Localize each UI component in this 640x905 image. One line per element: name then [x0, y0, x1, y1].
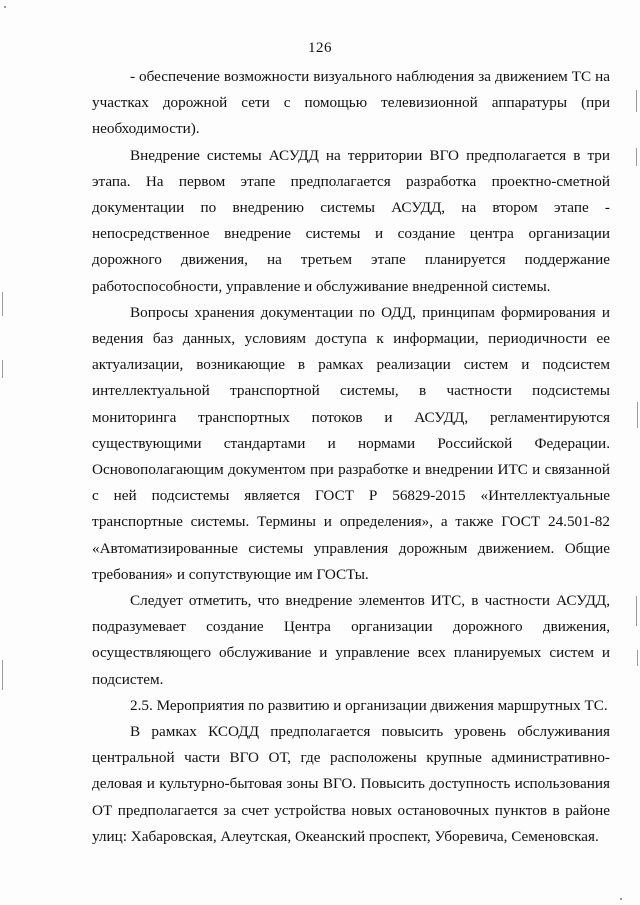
scan-edge-mark — [637, 650, 638, 666]
paragraph-public-transport: В рамках КСОДД предполагается повысить уровень обслуживания центральной части ВГО ОТ, где расположены крупные административно-деловая и культурно-бытовая зоны ВГО. Повысить доступность использования ОТ предполагается за счет устройства новых остановочных пунктов в районе улиц: Хабаровская, Алеутская, Океанский проспект, Уборевича, Семеновская. — [92, 723, 610, 845]
scan-edge-mark — [637, 402, 638, 428]
paragraph-documentation-standards: Вопросы хранения документации по ОДД, принципам формирования и ведения баз данных, условиям доступа к информации, периодичности ее актуализации, возникающие в рамках реализации систем и подсистем интеллектуальной транспортной системы, в частности подсистемы мониторинга транспортных потоков и АСУДД, регламентируются существующими стандартами и нормами Российской Федерации. Основополагающим документом при разработке и внедрении ИТС и связанной с ней подсистемы является ГОСТ Р 56829-2015 «Интеллектуальные транспортные системы. Термины и определения», а также ГОСТ 24.501-82 «Автоматизированные системы управления дорожным движением. Общие требования» и сопутствующие им ГОСТы. — [92, 303, 610, 583]
scan-edge-mark — [636, 596, 637, 626]
page-number: 126 — [308, 40, 332, 56]
section-heading: 2.5. Мероприятия по развитию и организации движения маршрутных ТС. — [130, 696, 608, 714]
document-body — [92, 64, 610, 850]
scan-speck — [620, 898, 622, 900]
scan-edge-mark — [2, 360, 3, 378]
scan-edge-mark — [2, 660, 3, 690]
scan-edge-mark — [2, 292, 3, 316]
scan-speck — [4, 6, 6, 8]
paragraph-asudd-stages: Внедрение системы АСУДД на территории ВГО предполагается в три этапа. На первом этапе предполагается разработка проектно-сметной документации по внедрению системы АСУДД, на втором этапе - непосредственное внедрение системы и создание центра организации дорожного движения, на третьем этапе планируется поддержание работоспособности, управление и обслуживание внедренной системы. — [92, 146, 610, 295]
scan-edge-mark — [636, 148, 637, 166]
paragraph-traffic-center: Следует отметить, что внедрение элементов ИТС, в частности АСУДД, подразумевает создание Центра организации дорожного движения, осуществляющего обслуживание и управление всех планируемых систем и подсистем. — [92, 592, 610, 688]
paragraph-video-monitoring: - обеспечение возможности визуального наблюдения за движением ТС на участках дорожной сети с помощью телевизионной аппаратуры (при необходимости). — [92, 68, 610, 138]
scan-edge-mark — [636, 90, 637, 112]
